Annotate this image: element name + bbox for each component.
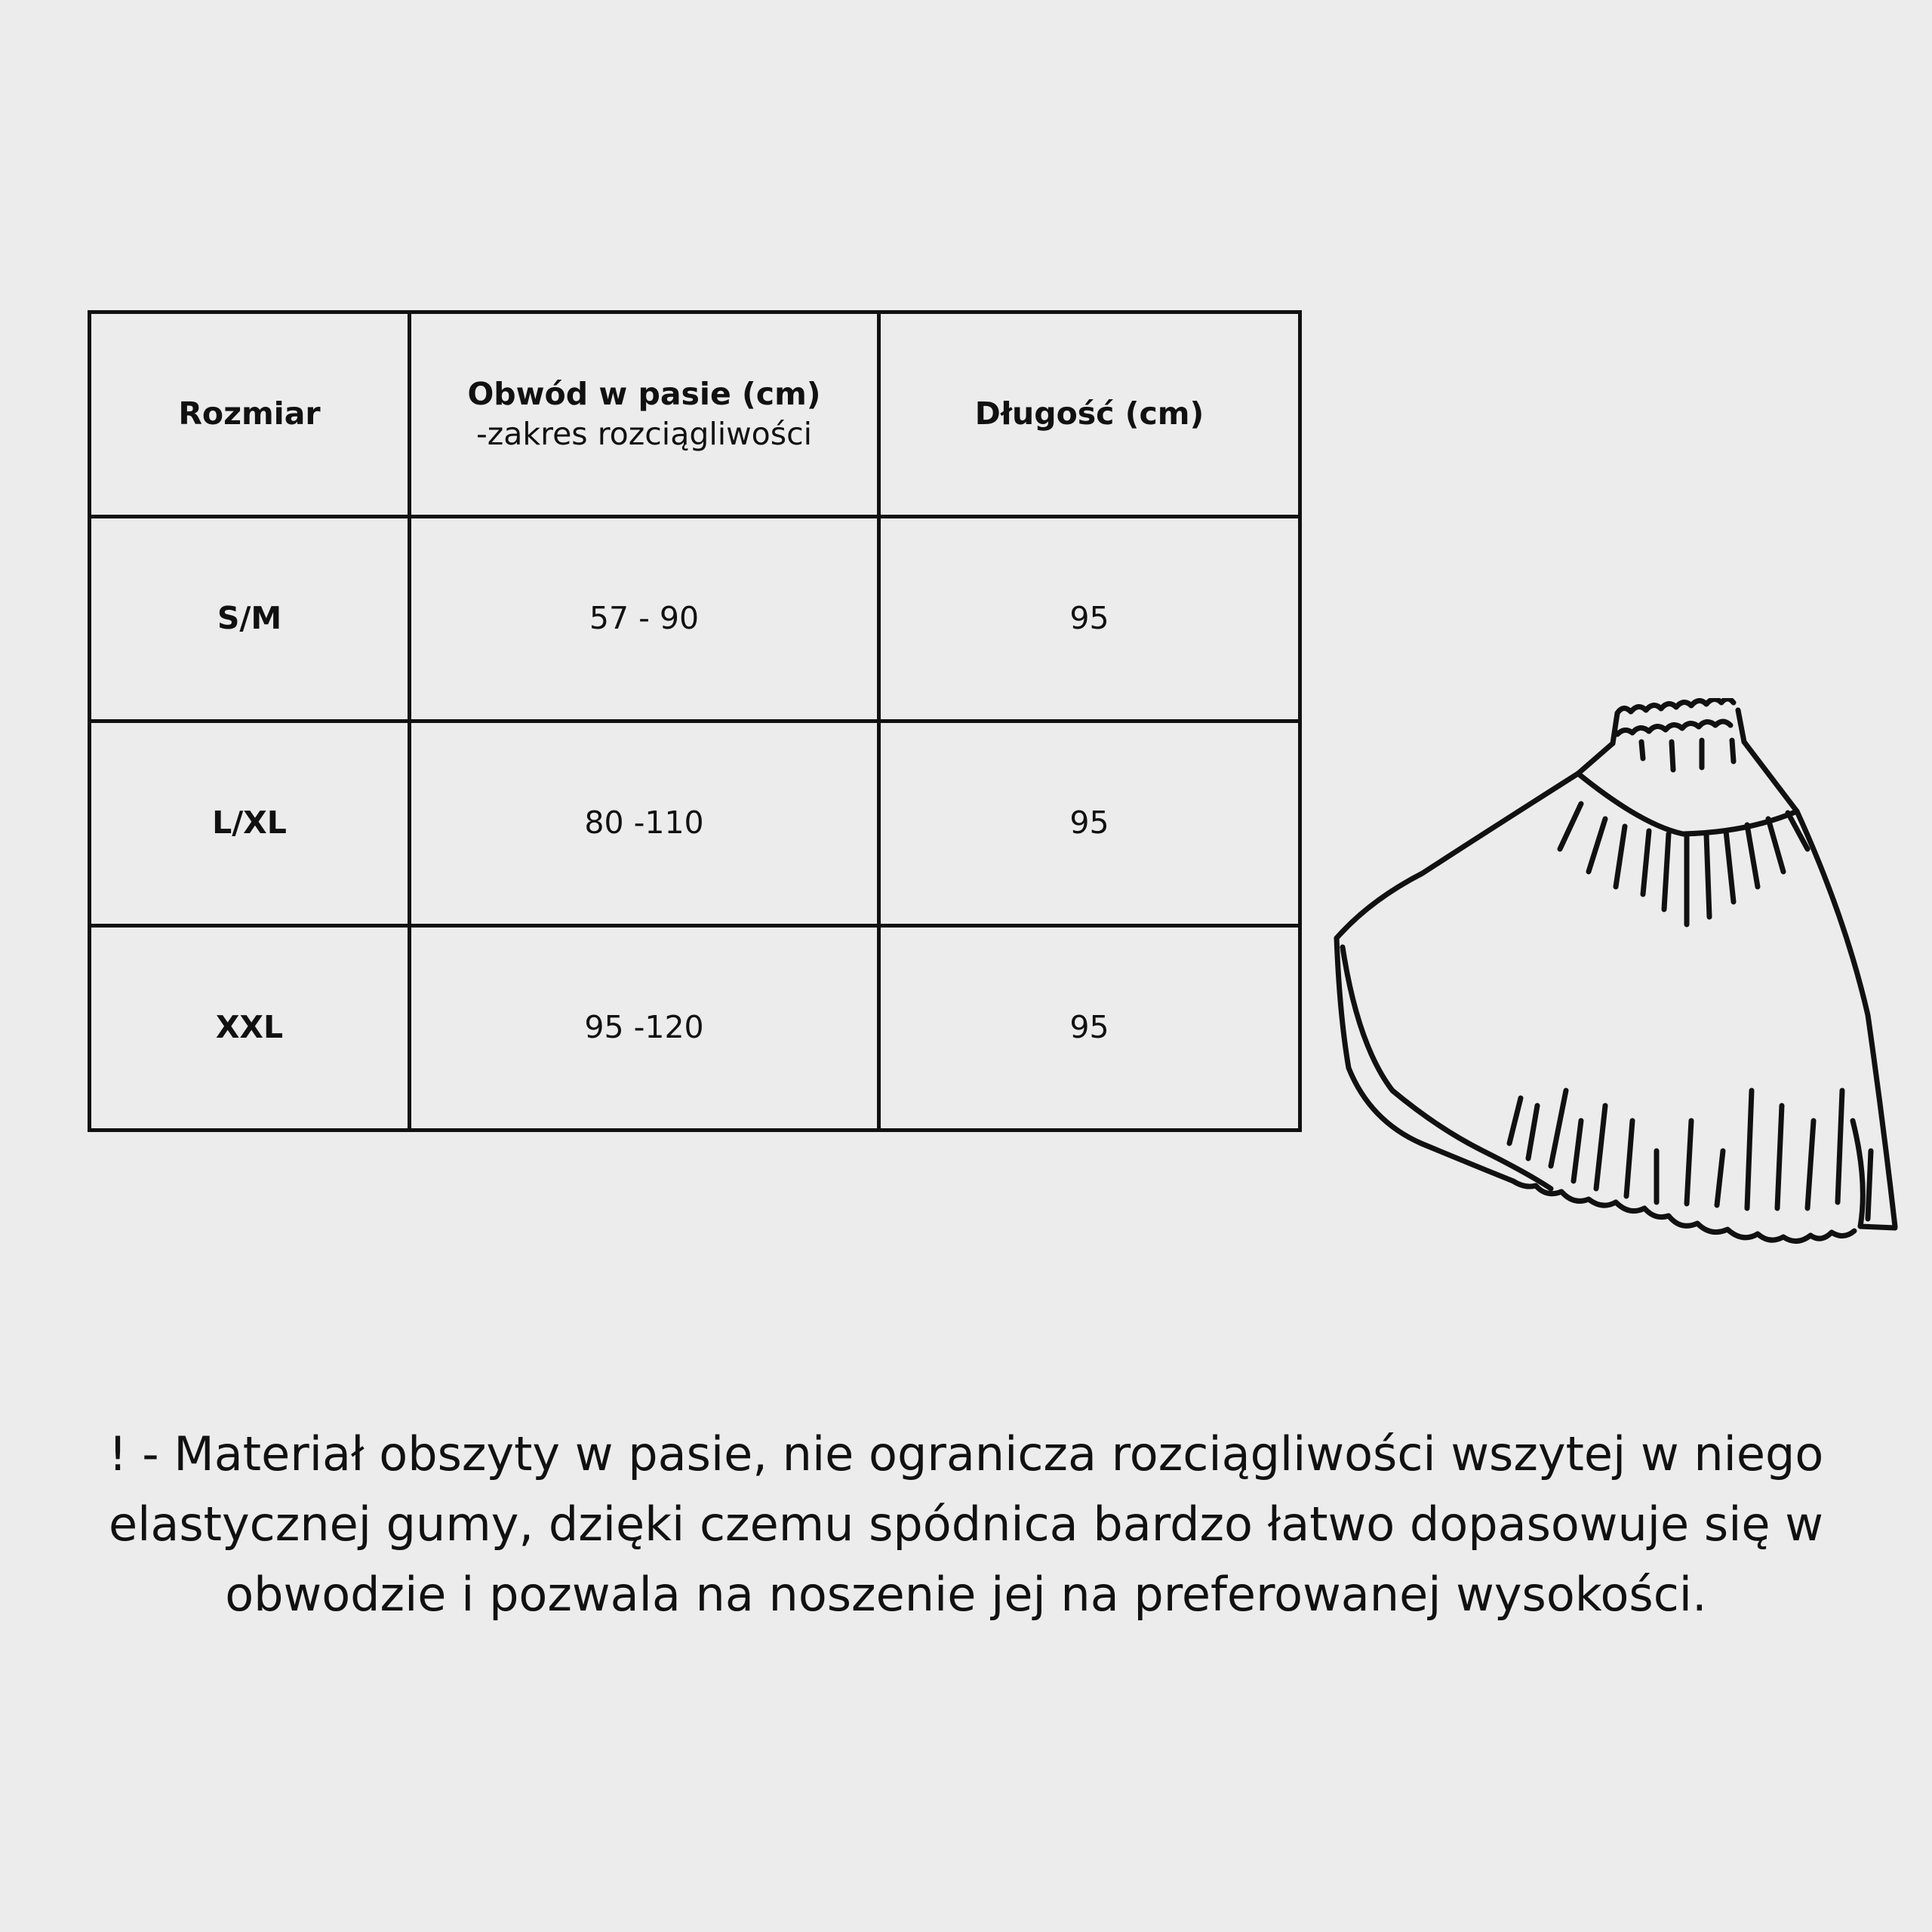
table-row bbox=[90, 517, 1300, 721]
length-cell: 95 bbox=[879, 721, 1300, 926]
header-waist-sub: -zakres rozciągliwości bbox=[475, 416, 813, 452]
header-length: Długość (cm) bbox=[879, 312, 1300, 517]
length-cell: 95 bbox=[879, 517, 1300, 721]
header-waist: Obwód w pasie (cm) bbox=[467, 375, 821, 412]
size-chart-table bbox=[88, 310, 1302, 1132]
table-header-row bbox=[90, 312, 1300, 517]
header-size: Rozmiar bbox=[90, 312, 410, 517]
waist-cell: 80 -110 bbox=[410, 721, 879, 926]
waist-cell: 57 - 90 bbox=[410, 517, 879, 721]
waist-cell: 95 -120 bbox=[410, 926, 879, 1131]
size-cell: XXL bbox=[90, 926, 410, 1131]
header-waist-cell bbox=[410, 312, 879, 517]
size-cell: S/M bbox=[90, 517, 410, 721]
size-cell: L/XL bbox=[90, 721, 410, 926]
table-row bbox=[90, 721, 1300, 926]
length-cell: 95 bbox=[879, 926, 1300, 1131]
note-text: ! - Materiał obszyty w pasie, nie ogranicza rozciągliwości wszytej w niego elastycznej gumy, dzięki czemu spódnica bardzo łatwo dopasowuje się w obwodzie i pozwala na noszenie jej na preferowanej wysokości. bbox=[108, 1426, 1824, 1622]
table-row bbox=[90, 926, 1300, 1131]
skirt-illustration bbox=[1324, 698, 1906, 1287]
